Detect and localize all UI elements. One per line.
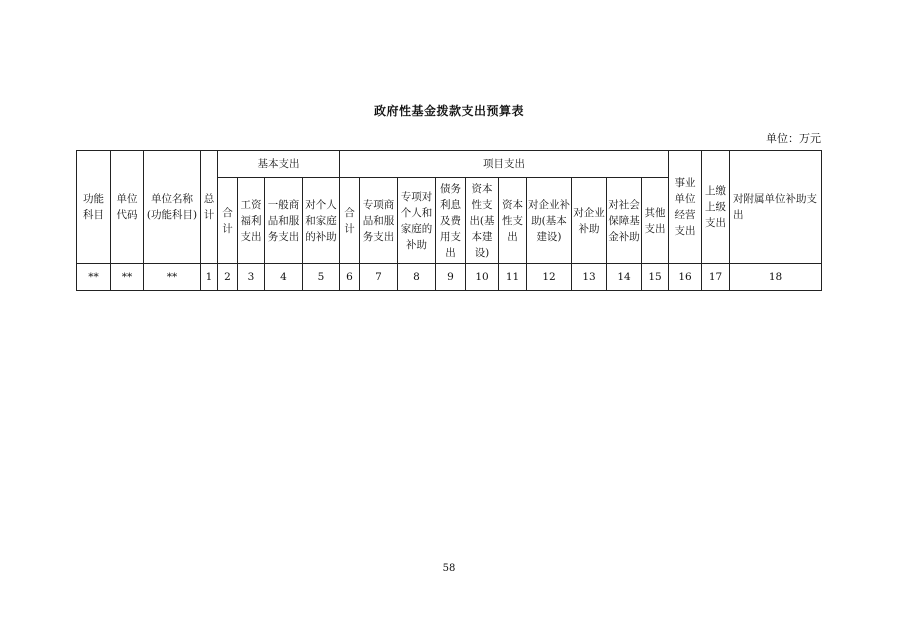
- header-biz-op: 事业单位经营支出: [669, 151, 702, 264]
- index-cell: 13: [572, 264, 607, 291]
- header-unit-name: 单位名称(功能科目): [144, 151, 201, 264]
- header-project-col: 资本性支出: [499, 178, 527, 264]
- index-cell: **: [144, 264, 201, 291]
- header-unit-code: 单位代码: [111, 151, 144, 264]
- index-cell: 17: [702, 264, 730, 291]
- index-cell: **: [111, 264, 144, 291]
- header-project-col: 其他支出: [642, 178, 669, 264]
- index-cell: 11: [499, 264, 527, 291]
- header-upper: 上缴上级支出: [702, 151, 730, 264]
- header-project-col: 对社会保障基金补助: [607, 178, 642, 264]
- index-cell: 6: [340, 264, 360, 291]
- header-project-col: 资本性支出(基本建设): [466, 178, 499, 264]
- page-title: 政府性基金拨款支出预算表: [373, 104, 524, 118]
- header-project-col: 对企业补助(基本建设): [527, 178, 572, 264]
- index-cell: 10: [466, 264, 499, 291]
- index-cell: 9: [436, 264, 466, 291]
- unit-label: 单位：万元: [766, 132, 821, 145]
- header-project-col: 债务利息及费用支出: [436, 178, 466, 264]
- header-basic-col: 一般商品和服务支出: [265, 178, 303, 264]
- header-project-col: 合计: [340, 178, 360, 264]
- index-cell: **: [77, 264, 111, 291]
- index-cell: 3: [238, 264, 265, 291]
- header-basic-col: 对个人和家庭的补助: [303, 178, 340, 264]
- header-project-col: 专项对个人和家庭的补助: [398, 178, 436, 264]
- header-basic-col: 工资福利支出: [238, 178, 265, 264]
- header-basic-col: 合计: [218, 178, 238, 264]
- index-cell: 4: [265, 264, 303, 291]
- index-cell: 14: [607, 264, 642, 291]
- header-func-subject: 功能科目: [77, 151, 111, 264]
- budget-table: [76, 150, 822, 291]
- index-cell: 5: [303, 264, 340, 291]
- index-cell: 7: [360, 264, 398, 291]
- index-cell: 8: [398, 264, 436, 291]
- header-project-group: 项目支出: [340, 151, 669, 178]
- header-total: 总计: [201, 151, 218, 264]
- header-project-col: 专项商品和服务支出: [360, 178, 398, 264]
- index-cell: 1: [201, 264, 218, 291]
- header-project-col: 对企业补助: [572, 178, 607, 264]
- page-number: 58: [442, 563, 456, 574]
- header-basic-group: 基本支出: [218, 151, 340, 178]
- index-cell: 16: [669, 264, 702, 291]
- header-affiliated: 对附属单位补助支出: [730, 151, 822, 264]
- index-cell: 12: [527, 264, 572, 291]
- index-cell: 18: [730, 264, 822, 291]
- index-cell: 15: [642, 264, 669, 291]
- index-cell: 2: [218, 264, 238, 291]
